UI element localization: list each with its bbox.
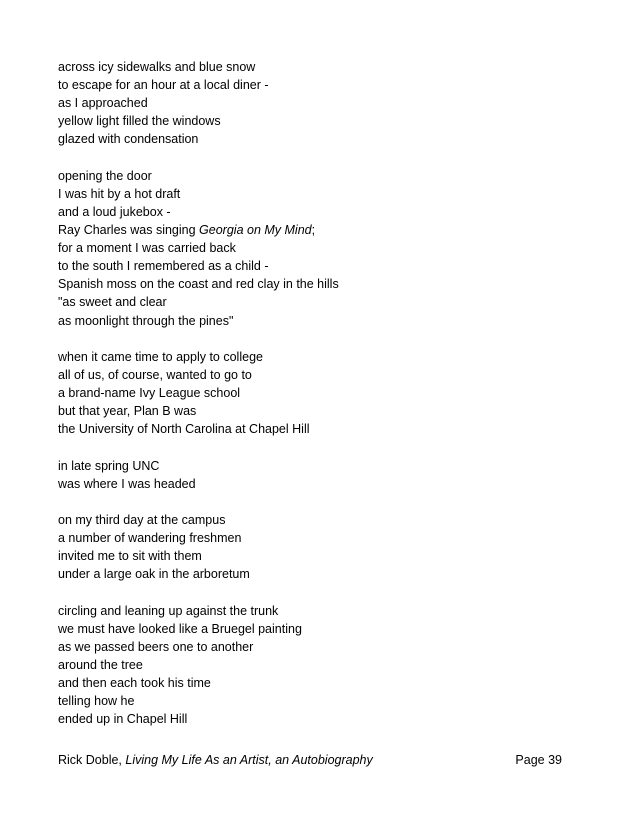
poem-line: under a large oak in the arboretum (58, 567, 250, 582)
poem-line: for a moment I was carried back (58, 241, 236, 256)
poem-line: all of us, of course, wanted to go to (58, 368, 252, 382)
poem-line: the University of North Carolina at Chapel Hill (58, 422, 310, 437)
footer-book-title: Living My Life As an Artist, an Autobiography (125, 753, 373, 767)
poem-line: circling and leaning up against the trunk (58, 603, 279, 618)
stanza-2 (58, 167, 578, 330)
page-number: Page 39 (515, 753, 562, 767)
poem-line: Spanish moss on the coast and red clay in the hills (58, 277, 339, 292)
poem-line: but that year, Plan B was (58, 404, 197, 419)
poem-line: telling how he (58, 694, 135, 709)
stanza-6 (58, 602, 578, 729)
footer-author: Rick Doble, (58, 753, 126, 767)
stanza-5 (58, 511, 578, 583)
poem-line: as we passed beers one to another (58, 640, 254, 655)
poem-line: in late spring UNC (58, 458, 160, 473)
poem-line: invited me to sit with them (58, 549, 202, 564)
poem-line: "as sweet and clear (58, 295, 167, 310)
poem-line: across icy sidewalks and blue snow (58, 60, 256, 74)
stanza-3 (58, 348, 578, 438)
poem-line: and then each took his time (58, 676, 211, 691)
poem-line: we must have looked like a Bruegel painting (58, 621, 302, 636)
poem-line: yellow light filled the windows (58, 114, 221, 129)
poem-line: was where I was headed (58, 476, 196, 491)
poem-line-with-song-title (58, 221, 578, 239)
poem-line: and a loud jukebox - (58, 204, 171, 219)
poem-line: as I approached (58, 96, 148, 111)
stanza-1 (58, 58, 578, 148)
poem-line: glazed with condensation (58, 132, 199, 147)
poem-line-text: Ray Charles was singing (58, 223, 200, 238)
poem-line: a number of wandering freshmen (58, 531, 242, 546)
poem-line: when it came time to apply to college (58, 349, 263, 364)
poem-line: opening the door (58, 168, 152, 183)
poem-line: ended up in Chapel Hill (58, 712, 188, 727)
poem-body (58, 58, 578, 747)
song-title: Georgia on My Mind (199, 223, 312, 238)
stanza-4 (58, 457, 578, 493)
poem-line: around the tree (58, 658, 143, 673)
poem-line: a brand-name Ivy League school (58, 386, 241, 401)
footer-citation (58, 751, 373, 769)
poem-line: on my third day at the campus (58, 513, 226, 528)
poem-line: to escape for an hour at a local diner - (58, 78, 269, 93)
poem-line-text: ; (311, 223, 316, 238)
poem-line: as moonlight through the pines" (58, 313, 234, 328)
poem-line: to the south I remembered as a child - (58, 259, 269, 274)
poem-line: I was hit by a hot draft (58, 186, 181, 201)
